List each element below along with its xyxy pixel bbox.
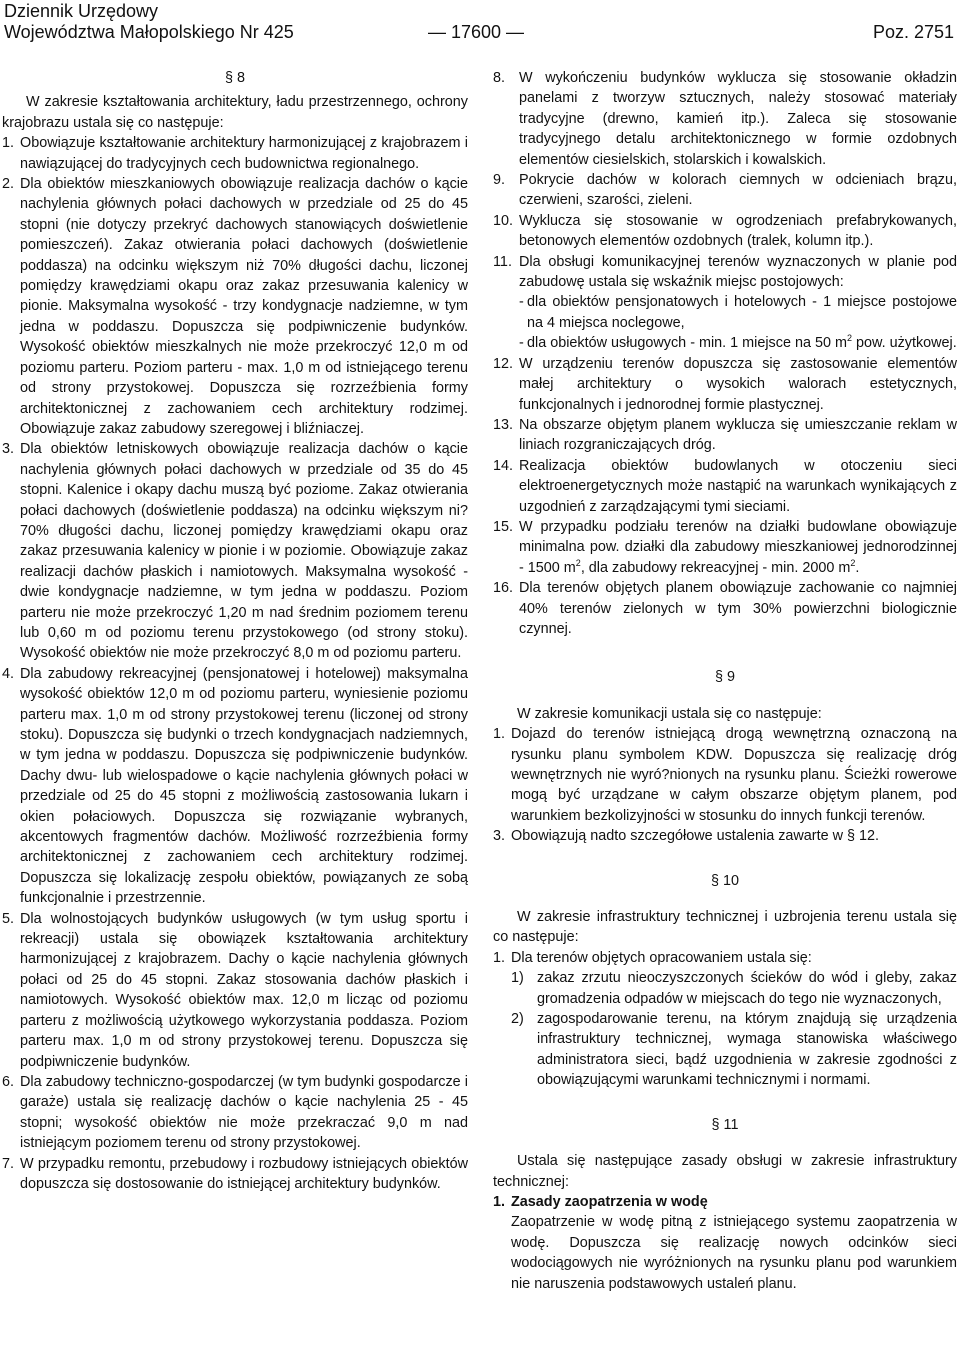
journal-title: Dziennik Urzędowy	[4, 1, 159, 21]
position-number: Poz. 2751	[872, 22, 954, 42]
sub-item-number: 2)	[511, 1011, 524, 1028]
left-column	[2, 68, 468, 1194]
section-9-intro: W zakresie komunikacji ustala się co następuje:	[517, 705, 822, 722]
superscript: 2	[850, 557, 856, 568]
list-item	[493, 170, 957, 211]
item-text: Obowiązują nadto szczegółowe ustalenia zawarte w § 12.	[511, 828, 879, 845]
item-number: 6.	[2, 1073, 15, 1090]
section-9-title: § 9	[714, 669, 735, 686]
section-11-title: § 11	[711, 1116, 739, 1133]
list-item	[493, 517, 957, 578]
item-text: Dla zabudowy rekreacyjnej (pensjonatowej i hotelowej) maksymalna wysokość obiektów 12,0 m od poziomu parteru, wyniesienie poziomu parteru max. 1,0 m od strony przystokowej terenu (liczonej od strony stoku). Dopuszcza się budynki o trzech kondygnacjach nadziemnych, w tym jedna w poddaszu. Dopuszcza się podpiwniczenie budynków. Dachy dwu- lub wielospadowe o kącie nachylenia głównych połaci w przedziale od 25 do 45 stopni z możliwością zastosowania lukarn i okien połaciowych. Dopuszcza się rozwiązanie wybranych, akcentowych fragmentów dachów. Możliwość rozrzeźbienia formy architektonicznej z zachowaniem cech architektury rodzimej. Dopuszcza się lokalizację zespołu obiektów, powiązanych ze sobą funkcjonalnie i przestrzennie.	[20, 665, 468, 907]
section-11-intro: Ustala się następujące zasady obsługi w zakresie infrastruktury technicznej:	[493, 1153, 957, 1190]
dash-item	[493, 292, 957, 333]
item-number: 2.	[2, 176, 15, 193]
item-text: W urządzeniu terenów dopuszcza się zastosowanie elementów małej architektury o wysokich walorach estetycznych, funkcjonalnych i jednorodnej formie plastycznej.	[519, 355, 957, 413]
item-number: 4.	[2, 665, 15, 682]
item-number: 1.	[493, 726, 506, 743]
item-number: 3.	[493, 828, 506, 845]
item-number: 13.	[493, 416, 514, 433]
list-item	[2, 1072, 468, 1154]
list-item	[493, 211, 957, 252]
dash-text-end: pow. użytkowej.	[851, 335, 957, 352]
item-number: 1.	[2, 135, 15, 152]
list-item	[493, 354, 957, 415]
list-item	[493, 724, 957, 826]
dash-text: dla obiektów usługowych - min. 1 miejsce na 50 m	[527, 335, 847, 352]
list-item	[2, 909, 468, 1072]
item-text: Na obszarze objętym planem wyklucza się umieszczanie reklam w liniach rozgraniczających dróg.	[519, 416, 957, 454]
item-text: Dla zabudowy techniczno-gospodarczej (w tym budynki gospodarcze i garaże) ustala się realizację dachów o kącie nachylenia 25 - 45 stopni; wysokość obiektów nie może przekraczać 9,0 m nad istniejącym poziomem terenu od strony przystokowej.	[20, 1073, 468, 1152]
item-text-mid: , dla zabudowy rekreacyjnej - min. 2000 m	[580, 559, 851, 576]
page-header	[0, 0, 960, 46]
item-text-end: .	[855, 559, 860, 576]
item-text: Realizacja obiektów budowlanych w otoczeniu sieci elektroenergetycznych może nastąpić na warunkach wynikających z uzgodnień z zarządzającymi tymi sieciami.	[519, 457, 957, 515]
item-number: 3.	[2, 441, 15, 458]
item-text: W przypadku podziału terenów na działki budowlane obowiązuje minimalna pow. działki dla zabudowy mieszkaniowej jednorodzinnej - 1500 m	[519, 518, 957, 576]
item-text: W przypadku remontu, przebudowy i rozbudowy istniejących obiektów dopuszcza się dostosowanie do istniejącej architektury budynków.	[20, 1155, 468, 1192]
list-item	[2, 174, 468, 439]
section-10-title: § 10	[710, 872, 739, 889]
list-item	[493, 578, 957, 639]
sub-item-text: zakaz zrzutu nieoczyszczonych ścieków do wód i gleby, zakaz gromadzenia odpadów w miejscach do tego nie wyznaczonych,	[537, 970, 957, 1007]
list-item	[493, 456, 957, 517]
item-text: Dojazd do terenów istniejącą drogą wewnętrzną oznaczoną na rysunku planu symbolem KDW. Dopuszcza się realizację dróg wewnętrznych nie wyró?nionych na rysunku planu. Ścieżki rowerowe mogą być urządzane w całym obszarze objętym planem, pod warunkiem bezkolizyjności w stosunku do innych funkcji terenów.	[511, 726, 957, 824]
item-heading: Zasady zaopatrzenia w wodę	[511, 1193, 708, 1210]
item-text: Dla obiektów mieszkaniowych obowiązuje realizacja dachów o kącie nachylenia głównych połaci dachowych w przedziale od 25 do 45 stopni (nie dotyczy przekryć dachowych stanowiących doświetlenie pomieszczeń). Zakaz otwierania połaci dachowych (doświetlenie poddasza) na odcinku większym niż 70% długości dachu, liczonej pomiędzy krawędziami okapu oraz zakaz przesuwania kalenicy w pionie. Maksymalna wysokość - trzy kondygnacje nadziemne, w tym jedna w poddaszu. Dopuszcza się podpiwniczenie budynków. Wysokość obiektów mieszkalnych nie może przekroczyć 12,0 m od poziomu parteru. Poziom parteru - max. 1,0 m od istniejącego terenu od strony przystokowej. Dopuszcza się rozrzeźbienia formy architektonicznej z zachowaniem cech architektury rodzimej. Obowiązuje zakaz zabudowy szeregowej i bliźniaczej.	[20, 176, 468, 437]
item-number: 5.	[2, 910, 15, 927]
sub-item-text: zagospodarowanie terenu, na którym znajdują się urządzenia infrastruktury technicznej, wymaga stanowiska właściwego administratora sieci, bądź uzgodnienia w zakresie zgodności z obowiązującymi warunkami technicznymi i normami.	[537, 1011, 957, 1089]
list-item	[2, 1154, 468, 1195]
item-number: 15.	[493, 518, 514, 535]
item-text: Dla obsługi komunikacyjnej terenów wyznaczonych w planie pod zabudowę ustala się wskaźnik miejsc postojowych:	[519, 253, 957, 291]
list-item	[493, 1192, 957, 1212]
section-8-intro: W zakresie kształtowania architektury, ładu przestrzennego, ochrony krajobrazu ustala się co następuje:	[2, 94, 468, 131]
journal-issue: Województwa Małopolskiego Nr 425	[4, 22, 294, 42]
list-item	[493, 826, 957, 846]
list-item	[493, 948, 957, 968]
item-number: 14.	[493, 457, 514, 474]
dash-mark: -	[519, 294, 524, 311]
list-item	[2, 133, 468, 174]
page-number: — 17600 —	[428, 22, 525, 42]
list-item	[493, 252, 957, 293]
item-number: 10.	[493, 212, 514, 229]
item-number: 11.	[493, 253, 512, 270]
item-number: 16.	[493, 580, 514, 597]
item-number: 7.	[2, 1155, 15, 1172]
item-text: W wykończeniu budynków wyklucza się stosowanie okładzin panelami z tworzyw sztucznych, należy stosować materiały tradycyjne (drewno, kamień itp.). Zaleca się stosowanie tradycyjnego detalu architektonicznego w formie ozdobnych elementów ciesielskich, stolarskich i kowalskich.	[519, 70, 957, 168]
list-item	[2, 439, 468, 663]
dash-mark: -	[519, 335, 524, 352]
right-column	[493, 68, 957, 1294]
sub-item	[493, 1009, 957, 1091]
item-text: Obowiązuje kształtowanie architektury harmonizującej z krajobrazem i nawiązującej do tradycyjnych cech budownictwa regionalnego.	[20, 135, 468, 172]
item-text: Dla terenów objętych opracowaniem ustala się:	[511, 949, 812, 966]
superscript: 2	[846, 333, 852, 344]
item-text: Dla terenów objętych planem obowiązuje zachowanie co najmniej 40% terenów zielonych w tym 30% powierzchni biologicznie czynnej.	[519, 580, 957, 637]
dash-item	[493, 333, 957, 353]
sub-item-number: 1)	[511, 970, 524, 987]
list-item	[493, 415, 957, 456]
item-number: 1.	[493, 1193, 506, 1210]
item-text: Zaopatrzenie w wodę pitną z istniejącego systemu zaopatrzenia w wodę. Dopuszcza się realizację nowych odcinków sieci wodociągowych nie wyróżnionych na rysunku planu pod warunkiem nie naruszenia podstawowych ustaleń planu.	[511, 1214, 957, 1292]
item-number: 9.	[493, 172, 506, 189]
sub-item	[493, 968, 957, 1009]
item-number: 1.	[493, 949, 506, 966]
section-10-intro: W zakresie infrastruktury technicznej i uzbrojenia terenu ustala się co następuje:	[493, 909, 957, 946]
dash-text: dla obiektów pensjonatowych i hotelowych - 1 miejsce postojowe na 4 miejsca noclegowe,	[527, 294, 957, 331]
item-text: Dla obiektów letniskowych obowiązuje realizacja dachów o kącie nachylenia głównych połaci dachowych w przedziale od 35 do 45 stopni. Kalenice i okapy dachu muszą być poziome. Zakaz otwierania połaci dachowych (doświetlenie poddasza) na odcinku większym ni? 70% długości dachu, liczonej pomiędzy krawędziami okapu oraz zakaz przesuwania kalenicy w pionie i w poziomie. Obowiązuje zakaz realizacji dachów płaskich i namiotowych. Maksymalna wysokość - dwie kondygnacje nadziemne, w tym jedna w poddaszu. Poziom parteru nie może przekroczyć 1,20 m nad średnim poziomem terenu lub 0,60 m od poziomu terenu przystokowego (od strony stoku). Wysokość obiektów nie może przekroczyć 8,0 m od poziomu parteru.	[20, 441, 468, 662]
item-number: 8.	[493, 70, 506, 86]
list-item	[2, 664, 468, 909]
item-text: Pokrycie dachów w kolorach ciemnych w odcieniach brązu, czerwieni, szarości, zieleni.	[519, 172, 957, 209]
item-text: Dla wolnostojących budynków usługowych (w tym usług sportu i rekreacji) ustala się obowiązek kształtowania architektury harmonizującej z krajobrazem. Dachy o kącie nachylenia głównych połaci od 25 do 45 stopni. Zakaz stosowania dachów płaskich i namiotowych. Wysokość obiektów max. 12,0 m licząc od poziomu parteru z możliwością użytkowego wykorzystania poddasza. Poziom parteru max. 1,0 m od strony przystokowej terenu. Dopuszcza się podpiwniczenie budynków.	[20, 910, 468, 1070]
item-number: 12.	[493, 355, 514, 372]
section-8-title: § 8	[224, 70, 245, 86]
list-item	[493, 68, 957, 170]
item-text: Wyklucza się stosowanie w ogrodzeniach prefabrykowanych, betonowych elementów ozdobnych (tralek, kolumn itp.).	[519, 212, 957, 250]
superscript: 2	[575, 557, 581, 568]
